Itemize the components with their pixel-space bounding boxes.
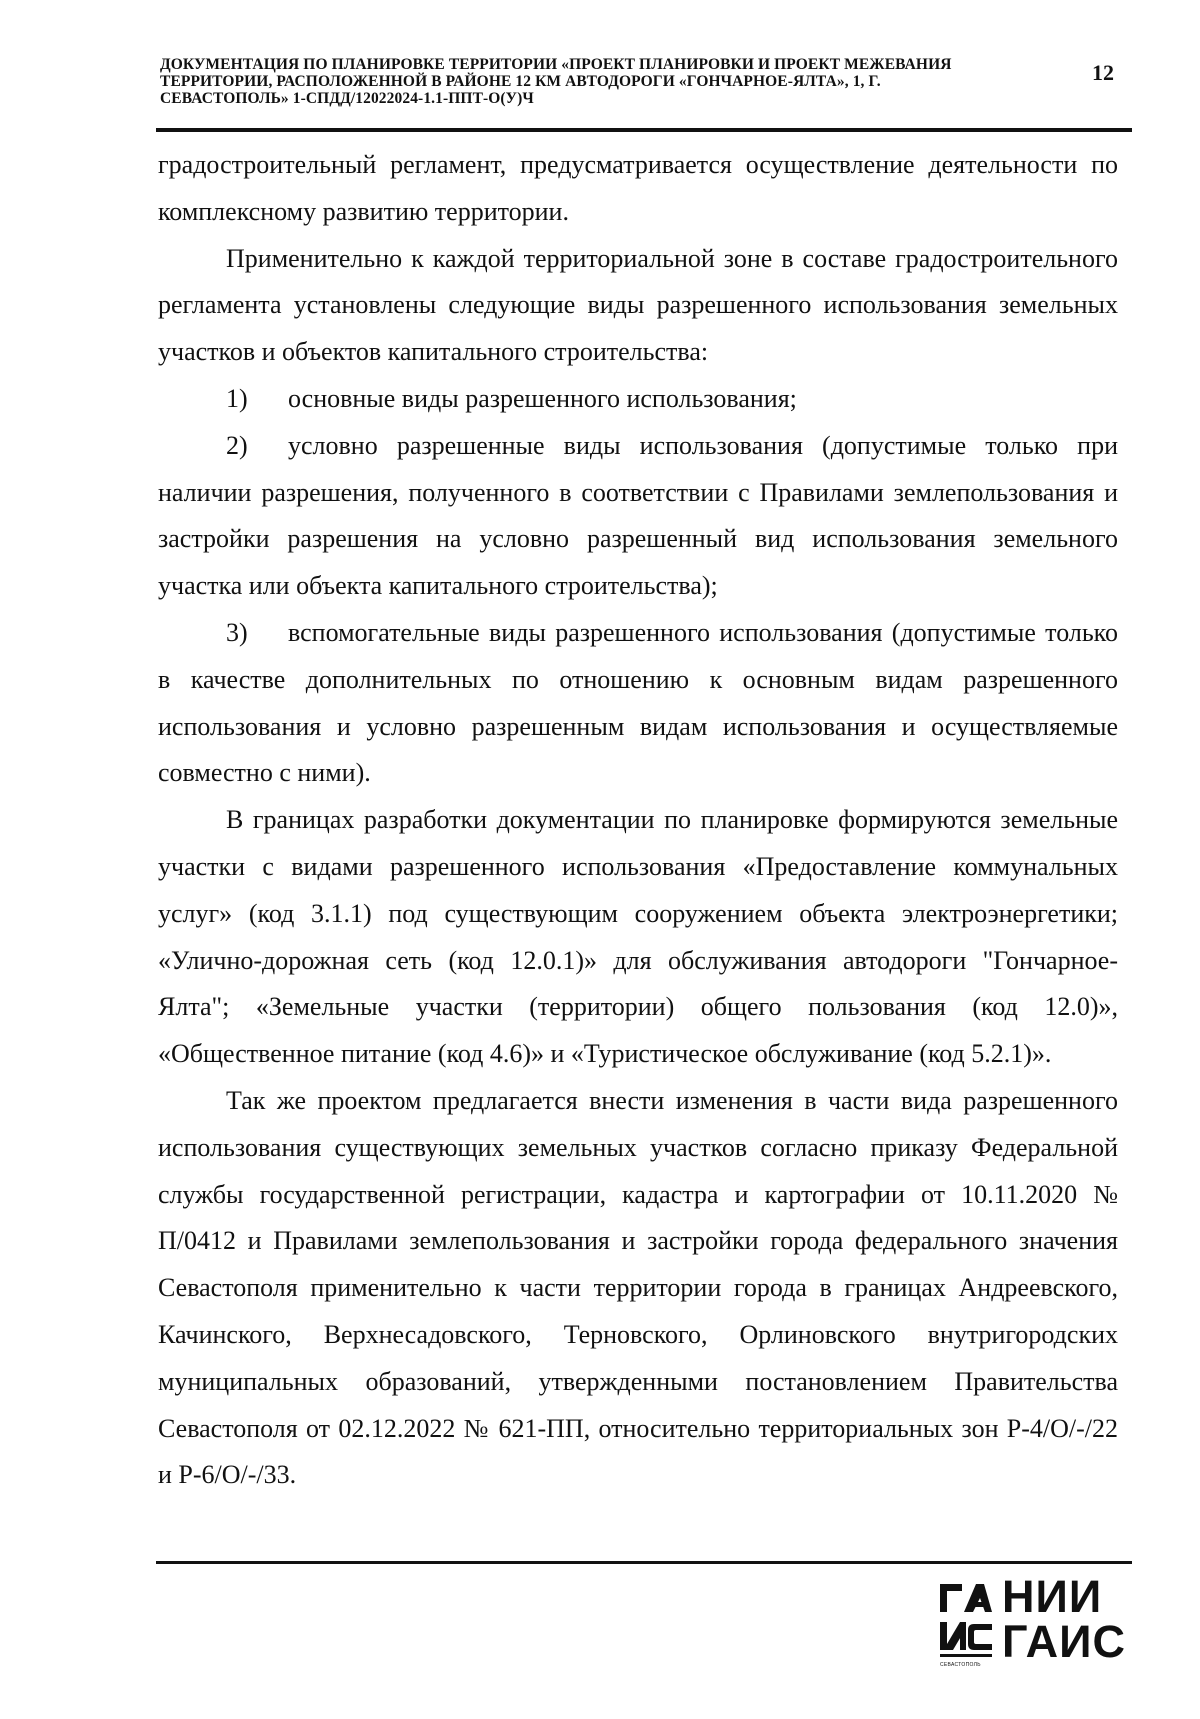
list-item-number: 2) <box>226 430 248 460</box>
header-line-2: ТЕРРИТОРИИ, РАСПОЛОЖЕННОЙ В РАЙОНЕ 12 КМ АВТОДОРОГИ «ГОНЧАРНОЕ-ЯЛТА», 1, Г. <box>160 73 881 90</box>
logo-line-1: НИИ <box>1002 1571 1103 1622</box>
list-item-text: вспомогательные виды разрешенного использования (допустимые только в качестве дополнительных по отношению к основным видам разрешенного использования и условно разрешенным видам использования и осуществляемые совместно с ними). <box>158 617 1118 788</box>
document-header <box>160 56 1040 107</box>
list-item-number: 3) <box>226 617 248 647</box>
nii-gais-logo <box>940 1571 1127 1674</box>
paragraph-1: градостроительный регламент, предусматривается осуществление деятельности по комплексному развитию территории. <box>158 150 1118 226</box>
header-divider <box>156 128 1132 132</box>
paragraph-3: В границах разработки документации по планировке формируются земельные участки с видами разрешенного использования «Предоставление коммунальных услуг» (код 3.1.1) под существующим сооружением объекта электроэнергетики; «Улично-дорожная сеть (код 12.0.1)» для обслуживания автодороги "Гончарное-Ялта"; «Земельные участки (территории) общего пользования (код 12.0)», «Общественное питание (код 4.6)» и «Туристическое обслуживание (код 5.2.1)». <box>158 805 1118 1069</box>
list-item-2 <box>158 423 1118 610</box>
logo-caption: СЕВАСТОПОЛЬ <box>940 1662 981 1668</box>
list-item-3 <box>158 610 1118 797</box>
gais-emblem-icon <box>940 1582 992 1660</box>
logo-line-2: ГАИС <box>1002 1616 1127 1667</box>
logo-wordmark <box>1002 1571 1127 1667</box>
list-item-text: основные виды разрешенного использования; <box>288 383 797 413</box>
list-item-text: условно разрешенные виды использования (допустимые только при наличии разрешения, полученного в соответствии с Правилами землепользования и застройки разрешения на условно разрешенный вид использования земельного участка или объекта капитального строительства); <box>158 430 1118 601</box>
header-line-1: ДОКУМЕНТАЦИЯ ПО ПЛАНИРОВКЕ ТЕРРИТОРИИ «ПРОЕКТ ПЛАНИРОВКИ И ПРОЕКТ МЕЖЕВАНИЯ <box>160 56 952 73</box>
header-line-3: СЕВАСТОПОЛЬ» 1-СПДД/12022024-1.1-ППТ-О(У)Ч <box>160 90 534 107</box>
paragraph-4: Так же проектом предлагается внести изменения в части вида разрешенного использования существующих земельных участков согласно приказу Федеральной службы государственной регистрации, кадастра и картографии от 10.11.2020 № П/0412 и Правилами землепользования и застройки города федерального значения Севастополя применительно к части территории города в границах Андреевского, Качинского, Верхнесадовского, Терновского, Орлиновского внутригородских муниципальных образований, утвержденными постановлением Правительства Севастополя от 02.12.2022 № 621-ПП, относительно территориальных зон Р-4/О/-/22 и Р-6/О/-/33. <box>158 1085 1118 1490</box>
page-number: 12 <box>1092 60 1114 85</box>
paragraph-2: Применительно к каждой территориальной зоне в составе градостроительного регламента установлены следующие виды разрешенного использования земельных участков и объектов капитального строительства: <box>158 243 1118 367</box>
footer-divider <box>156 1561 1132 1564</box>
document-body <box>158 142 1118 1499</box>
list-item-1 <box>158 376 1118 423</box>
list-item-number: 1) <box>226 383 248 413</box>
